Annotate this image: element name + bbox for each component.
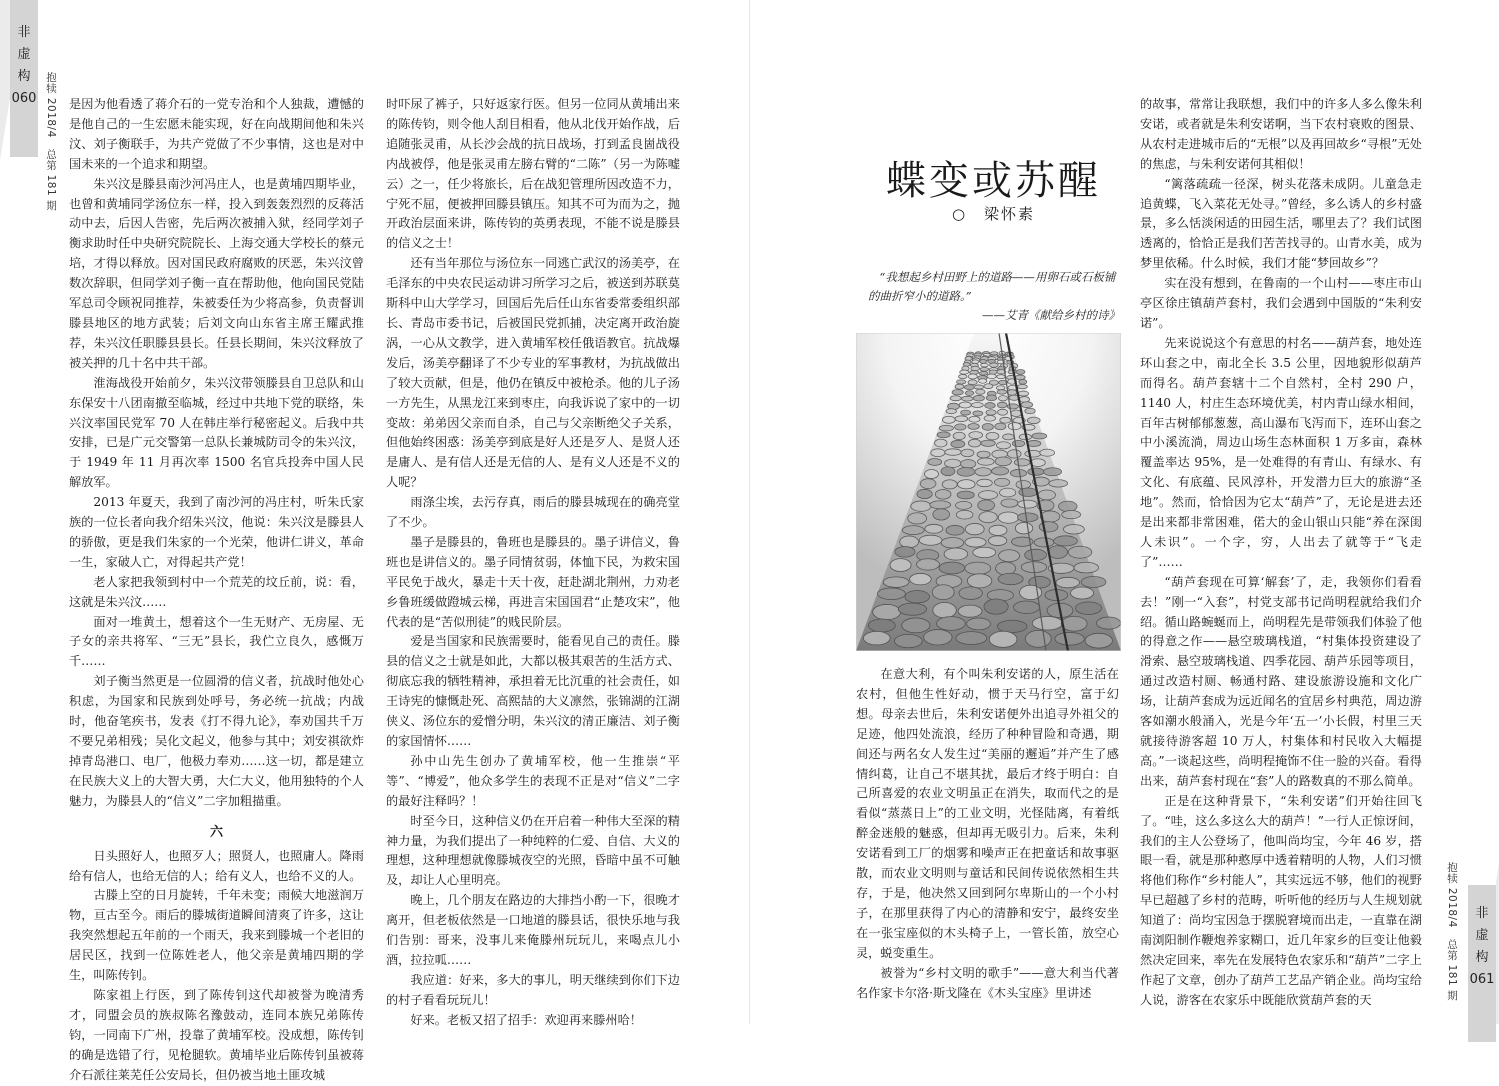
cobblestone — [965, 391, 974, 396]
cobblestone — [945, 449, 961, 455]
cobblestone — [905, 590, 930, 602]
cobblestone — [961, 460, 976, 469]
cobblestone — [977, 479, 992, 487]
cobblestone — [1018, 391, 1028, 396]
cobblestone — [995, 457, 1011, 466]
cobblestone — [1011, 410, 1022, 417]
cobblestone — [986, 410, 996, 415]
cobblestone — [910, 573, 932, 584]
cobblestone — [941, 537, 964, 548]
cobblestone — [931, 449, 945, 457]
cobblestone — [973, 547, 996, 557]
epigraph — [868, 268, 1120, 325]
cobblestone — [1021, 402, 1033, 408]
paragraph: 好来。老板又招了招手：欢迎再来滕州哈！ — [410, 1012, 642, 1027]
cobblestone — [941, 467, 955, 476]
tab-char: 非 — [17, 25, 31, 40]
paragraph: 2013 年夏天，我到了南沙河的冯庄村，听朱氏家族的一位长者向我介绍朱兴汶，他说：朱兴汶是滕县人的骄傲，更是我们朱家的一个光荣，他讲仁讲义，革命一生，家破人亡，对得起共产党！ — [69, 495, 364, 569]
cobblestone — [935, 489, 951, 499]
cobblestone — [1010, 469, 1026, 477]
cobblestone — [955, 384, 964, 389]
cobblestone — [937, 617, 966, 631]
cobblestone — [1025, 408, 1035, 414]
cobblestone — [1015, 375, 1025, 380]
cobblestone — [944, 548, 968, 560]
cobblestone — [969, 432, 983, 439]
cobblestone — [980, 368, 989, 372]
author-byline: ○ 梁怀素 — [951, 205, 1036, 223]
cobblestone — [980, 359, 987, 363]
cobblestone — [942, 416, 955, 423]
cobblestone — [1044, 468, 1062, 476]
cobblestone — [863, 631, 890, 645]
cobblestone — [1075, 602, 1101, 615]
cobblestone — [985, 403, 995, 409]
text-column-3 — [856, 665, 1119, 1003]
running-head: 抱犊 2018/4 总第 181 期 — [1446, 862, 1458, 1001]
cobblestone — [996, 386, 1005, 390]
cobblestone — [997, 375, 1005, 379]
cobblestone — [965, 523, 984, 534]
cobblestone — [937, 432, 950, 438]
paragraph: 时至今日，这种信义仍在开启着一种伟大至深的精神力量，为我们提出了一种纯粹的仁爱、自信、大义的理想，这种理想就像滕城夜空的光照，昏暗中虽不可触及，却让人心里明亮。 — [386, 813, 680, 888]
cobblestone — [998, 396, 1007, 401]
cobblestone — [959, 587, 982, 600]
cobblestone — [968, 374, 977, 379]
cobblestone — [1062, 510, 1081, 518]
road-photo — [856, 333, 1121, 651]
cobblestone — [998, 409, 1008, 415]
cobblestone — [1008, 423, 1021, 430]
cobblestone — [969, 416, 980, 422]
cobblestone — [998, 573, 1023, 584]
road-photo-image — [856, 333, 1121, 651]
cobblestone — [1007, 450, 1021, 458]
cobblestone — [976, 389, 985, 394]
cobblestone — [989, 536, 1007, 546]
cobblestone — [956, 501, 972, 509]
cobblestone — [1068, 546, 1092, 558]
epigraph-quote: “我想起乡村田野上的道路——用卵石或石板铺的曲折窄小的道路。” — [868, 270, 1116, 303]
cobblestone — [924, 630, 952, 645]
cobblestone — [1025, 450, 1041, 457]
cobblestone — [925, 469, 939, 478]
cobblestone — [971, 402, 983, 407]
cobblestone — [958, 605, 982, 617]
cobblestone — [978, 458, 995, 465]
cobblestone — [1014, 459, 1030, 466]
cobblestone — [968, 424, 979, 430]
cobblestone — [1054, 536, 1078, 546]
cobblestone — [945, 459, 961, 467]
cobblestone — [1074, 562, 1099, 573]
cobblestone — [959, 402, 971, 408]
cobblestone — [1032, 616, 1063, 630]
cobblestone — [1018, 513, 1039, 522]
cobblestone — [1071, 587, 1094, 599]
cobblestone — [1016, 480, 1031, 488]
cobblestone — [1085, 633, 1112, 648]
cobblestone — [967, 574, 991, 588]
tab-char: 061 — [1469, 972, 1495, 987]
cobblestone — [986, 432, 999, 440]
cobblestone — [911, 501, 931, 511]
cobblestone — [902, 526, 924, 535]
paragraph: “篱落疏疏一径深，树头花落未成阴。儿童急走追黄蝶，飞入菜花无处寻。”曾经，多么诱人的乡村盛景，多么恬淡闲适的田园生活，哪里去了？我们试图透离的，恰恰正是我们苦苦找寻的。山青水美，成为梦里依稀。什么时候，我们才能“梦回故乡”？ — [1140, 176, 1422, 271]
cobblestone — [1097, 617, 1121, 629]
cobblestone — [989, 363, 998, 367]
cobblestone — [998, 512, 1019, 523]
cobblestone — [986, 395, 996, 401]
paragraph: 我应道：好来，多大的事儿，明天继续到你们下边的村子看看玩玩儿！ — [386, 972, 680, 1007]
cobblestone — [946, 525, 964, 535]
paragraph: 时吓尿了裤子，只好返家行医。但另一位同从黄埔出来的陈传钧，则令他人刮目相看，他从北伐开始作战，后追随张灵甫，从长沙会战的抗日战场，打到孟良崮战役内战被俘，他是张灵甫左膀右臂的“二陈”（另一为陈嘘云）之一，任少将旅长，后在战犯管理所因改造不力，宁死不屈，便被押回滕县镇压。知其不可为而为之，抛开政治层面来讲，陈传钧的英勇表现，不能不说是滕县的信义之士！ — [386, 97, 680, 251]
cobblestone — [957, 491, 974, 499]
cobblestone — [1032, 433, 1047, 439]
cobblestone — [965, 562, 991, 574]
left-page — [0, 0, 749, 1082]
cobblestone — [955, 416, 968, 422]
cobblestone — [1058, 501, 1077, 511]
cobblestone — [1000, 417, 1011, 423]
running-head: 抱犊 2018/4 总第 181 期 — [45, 72, 57, 211]
cobblestone — [920, 479, 936, 489]
cobblestone — [996, 562, 1016, 575]
cobblestone — [979, 371, 988, 375]
cobblestone — [1007, 404, 1018, 409]
cobblestone — [1012, 440, 1024, 446]
article-title: 蝶变或苏醒 — [886, 157, 1101, 204]
text-column-1 — [69, 95, 364, 1086]
cobblestone — [1025, 549, 1047, 560]
cobblestone — [933, 602, 956, 617]
cobblestone — [1056, 577, 1080, 588]
paragraph: 面对一堆黄土，想着这个一生无财产、无房屋、无子女的亲共将军、“三无”县长，我伫立良久，感慨万千…… — [69, 614, 364, 669]
paragraph: 淮海战役开始前夕，朱兴汶带领滕县自卫总队和山东保安十八团南撤至临城，经过中共地下党的联络，朱兴汶率国民党军 70 人在韩庄举行秘密起义。后我中共安排，已是广元交警第一总队长兼城防司令的朱兴汶，于 1949 年 11 月再次率 1500 名官兵投奔中国人民解放军。 — [69, 375, 364, 490]
cobblestone — [895, 546, 915, 557]
paragraph: 墨子是滕县的，鲁班也是滕县的。墨子讲信义，鲁班也是讲信义的。墨子同情贫弱，体恤下民，为救宋国平民免于战火，暴走十天十夜，赶赴湖北荆州，力劝老乡鲁班缓做蹬城云梯，再进言宋国国君“止楚攻宋”，他代表的是“苦似刑徒”的贱民阶层。 — [386, 534, 680, 629]
cobblestone — [1025, 630, 1051, 647]
cobblestone — [984, 599, 1008, 614]
cobblestone — [957, 467, 975, 476]
cobblestone — [982, 423, 993, 430]
section-tab — [1468, 885, 1496, 1042]
cobblestone — [1001, 499, 1018, 507]
cobblestone — [956, 632, 987, 645]
cobblestone — [965, 537, 986, 547]
paragraph: 刘子衡当然更是一位圆滑的信义者，抗战时他处心积虑，为国家和民族到处呼号，务必统一抗战；内战时，他奋笔疾书，发表《打不得九论》，奉劝国共千万不要兄弟相残；吴化文起义，他参与其中；刘安祺欲炸掉青岛港口、电厂，他极力奉劝……这一切，都是建立在民族大义上的大智大勇，大仁大义，他用独特的个人魅力，为滕县人的“信义”二字加粗描重。 — [69, 674, 364, 808]
cobblestone — [951, 440, 965, 448]
paragraph: 朱兴汶是滕县南沙河冯庄人，也是黄埔四期毕业，也曾和黄埔同学汤位东一样，投入到轰轰烈烈的反蒋活动中去，后因人告密，先后两次被捕入狱，经同学刘子衡求助时任中央研究院院长、上海交通大学校长的蔡元培，才得以释放。因对国民政府腐败的厌恶，朱兴汶曾数次辞职，但同学刘子衡一直在帮助他，他向国民党陆军总司令顾祝同推荐，朱被委任为少将高参，负责督训滕县地区的地方武装；后刘文向山东省主席王耀武推荐，朱兴汶任职滕县县长。任县长期间，朱兴汶释放了被关押的几十名中共干部。 — [69, 176, 364, 370]
cobblestone — [979, 379, 987, 384]
cobblestone — [1008, 370, 1016, 374]
paragraph: 古滕上空的日月旋转，千年未变；雨候大地滋润万物，亘古至今。雨后的滕城街道瞬间清爽了许多，这让我突然想起五年前的一个雨天，我来到滕城一个老旧的居民区，找到一位陈姓老人，他父亲是黄埔四期的学生，叫陈传钊。 — [69, 888, 364, 983]
cobblestone — [925, 524, 943, 533]
cobblestone — [1018, 500, 1037, 508]
cobblestone — [968, 439, 980, 447]
cobblestone — [1027, 417, 1040, 424]
cobblestone — [1028, 468, 1044, 475]
tab-char: 虚 — [1475, 928, 1489, 943]
cobblestone — [919, 535, 942, 545]
cobblestone — [917, 489, 932, 498]
cobblestone — [1048, 546, 1067, 559]
cobblestone — [981, 363, 989, 367]
cobblestone — [973, 411, 983, 416]
cobblestone — [928, 458, 942, 465]
paragraph: 的故事，常常让我联想，我们中的许多人多么像朱利安诺，或者就是朱利安诺啊，当下农村衰败的图景、从农村走进城市后的“无根”以及再回故乡“寻根”无处的焦虑，与朱利安诺何其相似！ — [1140, 97, 1422, 171]
cobblestone — [960, 370, 969, 374]
cobblestone — [959, 375, 967, 379]
cobblestone — [877, 588, 905, 600]
cobblestone — [967, 618, 991, 630]
cobblestone — [1034, 538, 1054, 547]
paragraph: 陈家祖上行医，到了陈传钊这代却被誉为晚清秀才，同盟会员的族叔陈名豫鼓动，连同本族兄弟陈传钧，一同南下广州，投靠了黄埔军校。没成想，陈传钊的确是选错了行，见枪腿软。黄埔毕业后陈传钊虽被蒋介石派往莱芜任公安局长，但仍被当地土匪攻城 — [69, 987, 364, 1082]
cobblestone — [1063, 525, 1084, 534]
cobblestone — [955, 424, 966, 430]
cobblestone — [997, 402, 1007, 408]
cobblestone — [1015, 522, 1033, 534]
cobblestone — [997, 390, 1007, 394]
cobblestone — [978, 500, 995, 511]
cobblestone — [953, 432, 965, 439]
cobblestone — [956, 510, 973, 519]
cobblestone — [968, 380, 977, 385]
cobblestone — [989, 631, 1017, 647]
text-column-4 — [1140, 95, 1422, 1011]
cobblestone — [979, 512, 997, 523]
cobblestone — [933, 509, 950, 520]
paragraph: 先来说说这个有意思的村名——葫芦套，地处连环山套之中，南北全长 3.5 公里，因地貌形似葫芦而得名。葫芦套辖十二个自然村，全村 290 户，1140 人，村庄生态环境优美，村内青山绿水相间，百年古树郁郁葱葱，高山瀑布飞泻而下，连环山套之中小溪流淌，周边山场生态林面积 1 万多亩，森林覆盖率达 95%，是一处难得的有青山、有绿水、有文化、有底蕴、民风淳朴，开发潜力巨大的旅游“圣地”。然而，恰恰因为它太“葫芦”了，无论是进去还是出来都非常困难，偌大的金山银山只能“养在深闺人未识”。一个字，穷，人出去了就等于“飞走了”…… — [1140, 335, 1422, 569]
paragraph: 日头照好人，也照歹人；照贤人，也照庸人。降雨给有信人，也给无信的人；给有义人，也给不义的人。 — [69, 848, 364, 883]
paragraph: 雨涤尘埃，去污存真，雨后的滕县城现在的确亮堂了不少。 — [386, 495, 680, 530]
cobblestone — [930, 501, 951, 509]
cobblestone — [1038, 490, 1055, 500]
paragraph: 爱是当国家和民族需要时，能看见自己的责任。滕县的信义之士就是如此，大都以极其艰苦的生活方式、彻底忘我的牺牲精神，承担着无比沉重的社会责任，如王诗宪的慷慨赴死、高熙喆的大义凛然，张锦湖的江湖侠义、汤位东的爱憎分明，朱兴汶的清正廉洁、刘子衡的家国情怀…… — [386, 634, 680, 748]
cobblestone — [971, 366, 980, 371]
cobblestone — [939, 425, 953, 431]
cobblestone — [981, 440, 995, 446]
cobblestone — [900, 536, 919, 548]
paragraph: 老人家把我领到村中一个荒芜的坟丘前，说：看，这就是朱兴汶…… — [69, 574, 364, 609]
cobblestone — [978, 491, 997, 500]
section-heading: 六 — [209, 824, 223, 840]
cobblestone — [1016, 370, 1025, 375]
cobblestone — [984, 415, 995, 421]
tab-char: 构 — [1475, 950, 1489, 965]
cobblestone — [1013, 601, 1039, 613]
cobblestone — [917, 559, 940, 570]
cobblestone — [883, 577, 909, 588]
cobblestone — [996, 442, 1010, 449]
paragraph: “葫芦套现在可算‘解套’了，走，我领你们看看去！”刚一“入套”，村党支部书记尚明程就给我们介绍。循山路蜿蜒而上，尚明程先是带领我们体验了他的得意之作——悬空玻璃栈道，“村集体投资建设了滑索、悬空玻璃栈道、四季花园、葫芦乐园等项目，通过改造村厕、畅通村路、建设旅游设施和文化广场，让葫芦套成为远近闻名的宜居乡村典范，周边游客如潮水般涌入，光是今年‘五一’小长假，村里三天就接待游客超 10 万人，村集体和村民收入大幅提高。”一谈起这些，尚明程掩饰不住一脸的兴奋。看得出来，葫芦套村现在“套”人的路数真的不那么简单。 — [1140, 574, 1422, 788]
cobblestone — [963, 363, 970, 367]
cobblestone — [964, 385, 974, 390]
text-column-2 — [386, 95, 680, 1031]
cobblestone — [898, 603, 926, 615]
cobblestone — [908, 513, 927, 524]
cobblestone — [1000, 488, 1016, 497]
cobblestone — [992, 467, 1009, 475]
paragraph: 被誉为“乡村文明的歌手”——意大利当代著名作家卡尔洛·斯戈隆在《木头宝座》里讲述 — [856, 965, 1119, 1000]
cobblestone — [952, 390, 963, 395]
section-tab — [10, 0, 38, 157]
cobblestone — [932, 585, 954, 600]
cobblestone — [1003, 434, 1014, 440]
cobblestone — [994, 478, 1009, 486]
cobblestone — [946, 409, 956, 414]
paragraph: 在意大利，有个叫朱利安诺的人，原生活在农村，但他生性好动，惯于天马行空，富于幻想。母亲去世后，朱利安诺便外出追寻外祖父的足迹，他四处流浪，经历了种种冒险和奇遇，期间还与两名女人发生过“美丽的邂逅”并产生了感情纠葛，让自己不堪其扰，最后才终于明白：自己所喜爱的农业文明虽正在消失，取而代之的是看似“蒸蒸日上”的工业文明，光怪陆离，有着纸醉金迷般的魅惑，但却再无吸引力。后来，朱利安诺看到工厂的烟雾和噪声正在把童话和故事驱散，而农业文明则与童话和民间传说依然相生共存，于是，他决然又回到阿尔卑斯山的一个小村子，在那里获得了内心的清静和安宁，最终安坐在一张宝座似的木头椅子上，一管长笛，放空心灵，蜕变重生。 — [856, 667, 1119, 960]
cobblestone — [958, 480, 976, 489]
paragraph: 还有当年那位与汤位东一同逃亡武汉的汤美亭，在毛泽东的中央农民运动讲习所学习之后，被送到苏联莫斯科中山大学学习，回国后先后任山东省委常委组织部长、青岛市委书记，后被国民党抓捕，决定离开政治旋涡，一心从文教学，进入黄埔军校任俄语教官。抗战爆发后，汤美亭翻译了不少专业的军事教材，为抗战做出了较大贡献，但是，他仍在镇反中被枪杀。他的儿子汤一方先生，从黑龙江来到枣庄，向我诉说了家中的一切变故：弟弟因父亲而自杀，自己与父亲断绝父子关系，但他始终困惑：汤美亭到底是好人还是歹人、是贤人还是庸人、是有信人还是无信的人、是有义人还是不义的人呢？ — [386, 256, 680, 490]
cobblestone — [950, 396, 961, 401]
cobblestone — [961, 449, 974, 457]
cobblestone — [868, 619, 895, 632]
cobblestone — [962, 396, 973, 401]
cobblestone — [1040, 449, 1055, 456]
cobblestone — [997, 620, 1027, 632]
paragraph: 实在没有想到，在鲁南的一个山村——枣庄市山亭区徐庄镇葫芦套村，我们会遇到中国版的“朱利安诺”。 — [1140, 276, 1422, 330]
cobblestone — [999, 550, 1020, 562]
tab-char: 虚 — [17, 47, 31, 62]
cobblestone — [989, 525, 1007, 535]
cobblestone — [995, 423, 1006, 430]
paragraph: 晚上，几个朋友在路边的大排挡小酌一下，很晚才离开，但老板依然是一口地道的滕县话，很快乐地与我们告别：哥来，没事儿来俺滕州玩玩儿，来喝点儿小酒，拉拉呱…… — [386, 893, 680, 967]
cobblestone — [977, 451, 990, 458]
cobblestone — [902, 618, 930, 633]
cobblestone — [942, 480, 957, 489]
cobblestone — [1017, 385, 1027, 389]
epigraph-source: ——艾青《献给乡村的诗》 — [982, 308, 1120, 322]
cobblestone — [973, 395, 984, 401]
cobblestone — [1019, 380, 1027, 385]
tab-char: 060 — [11, 91, 37, 106]
cobblestone — [1081, 577, 1106, 588]
cobblestone — [1049, 480, 1068, 487]
cobblestone — [974, 385, 983, 389]
paragraph: 正是在这种背景下，“朱利安诺”们开始往回飞了。“哇，这么多这么大的葫芦！”一行人正惊讶间，我们的主人公登场了，他叫尚均宝，今年 46 岁，搭眼一看，就是那种憨厚中透着精明的人物，人们习惯将他们称作“乡村能人”，其实远远不够，他们的视野早已超越了乡村的范畴，听听他的经历与人生规划就知道了：尚均宝因急于摆脱窘境而出走，一直靠在湖南浏阳制作鞭炮养家糊口，近几年家乡的巨变让他毅然决定回来，率先在发展特色农家乐和“葫芦”二字上作起了文章，创办了葫芦工艺品产销企业。尚均宝给人说，游客在农家乐中既能欣赏葫芦套的天 — [1140, 793, 1422, 1007]
cobblestone — [873, 604, 901, 619]
cobblestone — [894, 634, 922, 647]
cobblestone — [1055, 632, 1084, 645]
cobblestone — [890, 559, 911, 572]
cobblestone — [935, 439, 947, 447]
tab-char: 构 — [17, 69, 31, 84]
cobblestone — [1061, 616, 1087, 631]
paragraph: 孙中山先生创办了黄埔军校，他一生推崇“平等”、“博爱”，他众多学生的表现不正是对“信义”二字的最好注释吗？！ — [386, 753, 680, 808]
cobblestone — [957, 380, 966, 384]
cobblestone — [939, 562, 965, 574]
cobblestone — [984, 384, 993, 389]
tab-char: 非 — [1475, 906, 1489, 921]
cobblestone — [961, 410, 971, 415]
cobblestone — [975, 468, 991, 476]
cobblestone — [987, 374, 996, 379]
paragraph: 是因为他看透了蒋介石的一党专治和个人独裁，遭憾的是他自己的一生宏愿未能实现，好在向战期间他和朱兴汶、刘子衡联手，为共产党做了不少事情，这也是对中国未来的一个追求和期望。 — [69, 97, 364, 171]
